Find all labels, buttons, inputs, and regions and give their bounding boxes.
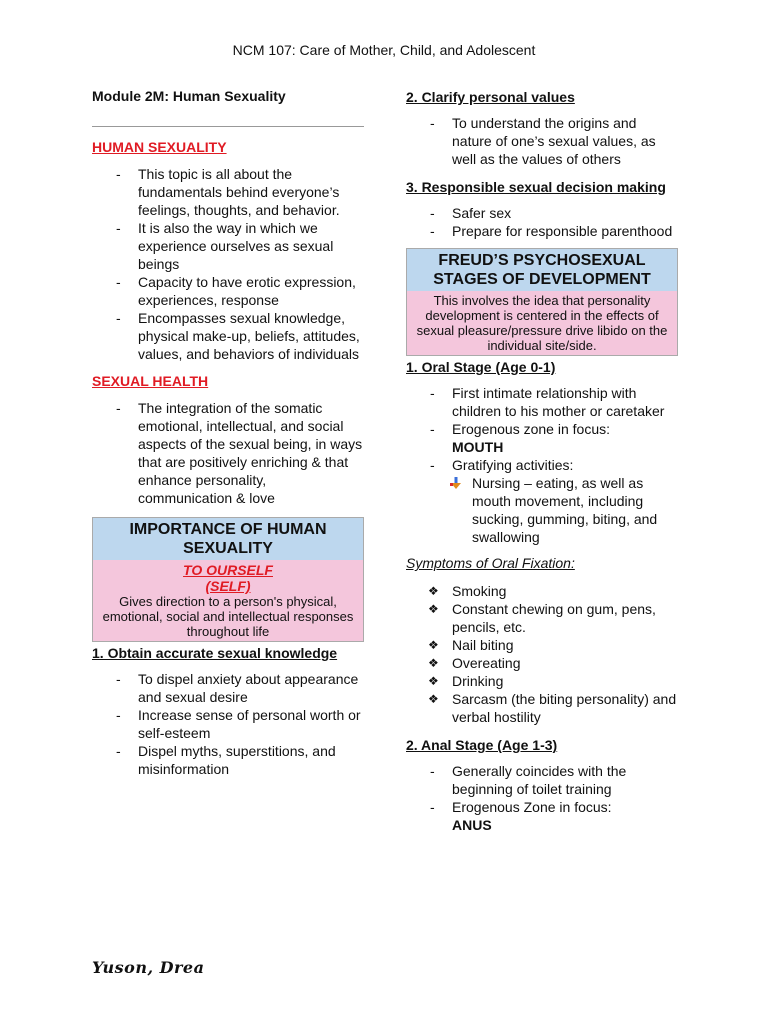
human-sexuality-heading: HUMAN SEXUALITY — [92, 139, 227, 155]
responsible-list — [406, 204, 678, 240]
freud-box — [406, 248, 678, 356]
gratifying-list — [428, 474, 678, 546]
importance-box-title: IMPORTANCE OF HUMAN SEXUALITY — [93, 518, 363, 560]
list-item: ❖ Sarcasm (the biting personality) and verbal hostility — [406, 690, 678, 726]
freud-box-body: This involves the idea that personality development is centered in the effects of sexual pleasure/pressure drive libido on the individual site/side. — [407, 291, 677, 355]
list-item: - This topic is all about the fundamentals behind everyone’s feelings, thoughts, and behavior. — [92, 165, 364, 219]
oral-fixation-heading: Symptoms of Oral Fixation: — [406, 555, 575, 571]
list-item: ❖ Constant chewing on gum, pens, pencils, etc. — [406, 600, 678, 636]
list-item: - To understand the origins and nature of one’s sexual values, as well as the values of others — [406, 114, 678, 168]
erogenous-zone-value: ANUS — [452, 817, 492, 833]
sexual-health-list — [92, 399, 364, 507]
list-item — [406, 420, 678, 456]
left-column — [92, 88, 364, 786]
to-ourself-label: TO OURSELF — [183, 562, 273, 578]
importance-box-text: Gives direction to a person's physical, emotional, social and intellectual responses throughout life — [102, 594, 354, 639]
list-item: - Capacity to have erotic expression, experiences, response — [92, 273, 364, 309]
importance-box — [92, 517, 364, 642]
list-item: - Dispel myths, superstitions, and misinformation — [92, 742, 364, 778]
right-column — [406, 88, 678, 842]
erogenous-zone-label: Erogenous Zone in focus: — [452, 799, 612, 815]
anal-stage-list — [406, 762, 678, 834]
nursing-text: Nursing – eating, as well as mouth movement, including sucking, gumming, biting, and swallowing — [472, 475, 658, 545]
human-sexuality-list — [92, 165, 364, 363]
oral-fixation-list — [406, 582, 678, 726]
author-signature: Yuson, Drea — [92, 958, 205, 977]
list-item: - The integration of the somatic emotional, intellectual, and social aspects of the sexual being, in ways that are positively enriching & that enhance personality, communication & love — [92, 399, 364, 507]
list-item: - First intimate relationship with children to his mother or caretaker — [406, 384, 678, 420]
obtain-list — [92, 670, 364, 778]
list-item: ❖ Smoking — [406, 582, 678, 600]
list-item — [428, 474, 678, 546]
list-item: - Safer sex — [406, 204, 678, 222]
sexual-health-heading: SEXUAL HEALTH — [92, 373, 209, 389]
list-item: ❖ Nail biting — [406, 636, 678, 654]
list-item: - Prepare for responsible parenthood — [406, 222, 678, 240]
page-header: NCM 107: Care of Mother, Child, and Adolescent — [232, 42, 536, 58]
arrow-bullet-icon — [450, 477, 462, 489]
list-item: - Encompasses sexual knowledge, physical make-up, beliefs, attitudes, values, and behaviors of individuals — [92, 309, 364, 363]
anal-stage-heading: 2. Anal Stage (Age 1-3) — [406, 737, 558, 753]
divider — [92, 126, 364, 127]
importance-box-body — [93, 560, 363, 641]
responsible-heading: 3. Responsible sexual decision making — [406, 179, 666, 195]
module-title: Module 2M: Human Sexuality — [92, 88, 286, 104]
clarify-list — [406, 114, 678, 168]
clarify-heading: 2. Clarify personal values — [406, 89, 575, 105]
erogenous-zone-label: Erogenous zone in focus: — [452, 421, 610, 437]
oral-stage-heading: 1. Oral Stage (Age 0-1) — [406, 359, 556, 375]
list-item: ❖ Overeating — [406, 654, 678, 672]
freud-box-title: FREUD’S PSYCHOSEXUAL STAGES OF DEVELOPMENT — [407, 249, 677, 291]
list-item: ❖ Drinking — [406, 672, 678, 690]
list-item: - To dispel anxiety about appearance and sexual desire — [92, 670, 364, 706]
list-item: - Gratifying activities: — [406, 456, 678, 474]
obtain-heading: 1. Obtain accurate sexual knowledge — [92, 645, 338, 661]
oral-stage-list — [406, 384, 678, 474]
list-item — [406, 798, 678, 834]
list-item: - Generally coincides with the beginning of toilet training — [406, 762, 678, 798]
list-item: - It is also the way in which we experience ourselves as sexual beings — [92, 219, 364, 273]
list-item: - Increase sense of personal worth or self-esteem — [92, 706, 364, 742]
erogenous-zone-value: MOUTH — [452, 439, 504, 455]
self-label: (SELF) — [205, 578, 251, 594]
